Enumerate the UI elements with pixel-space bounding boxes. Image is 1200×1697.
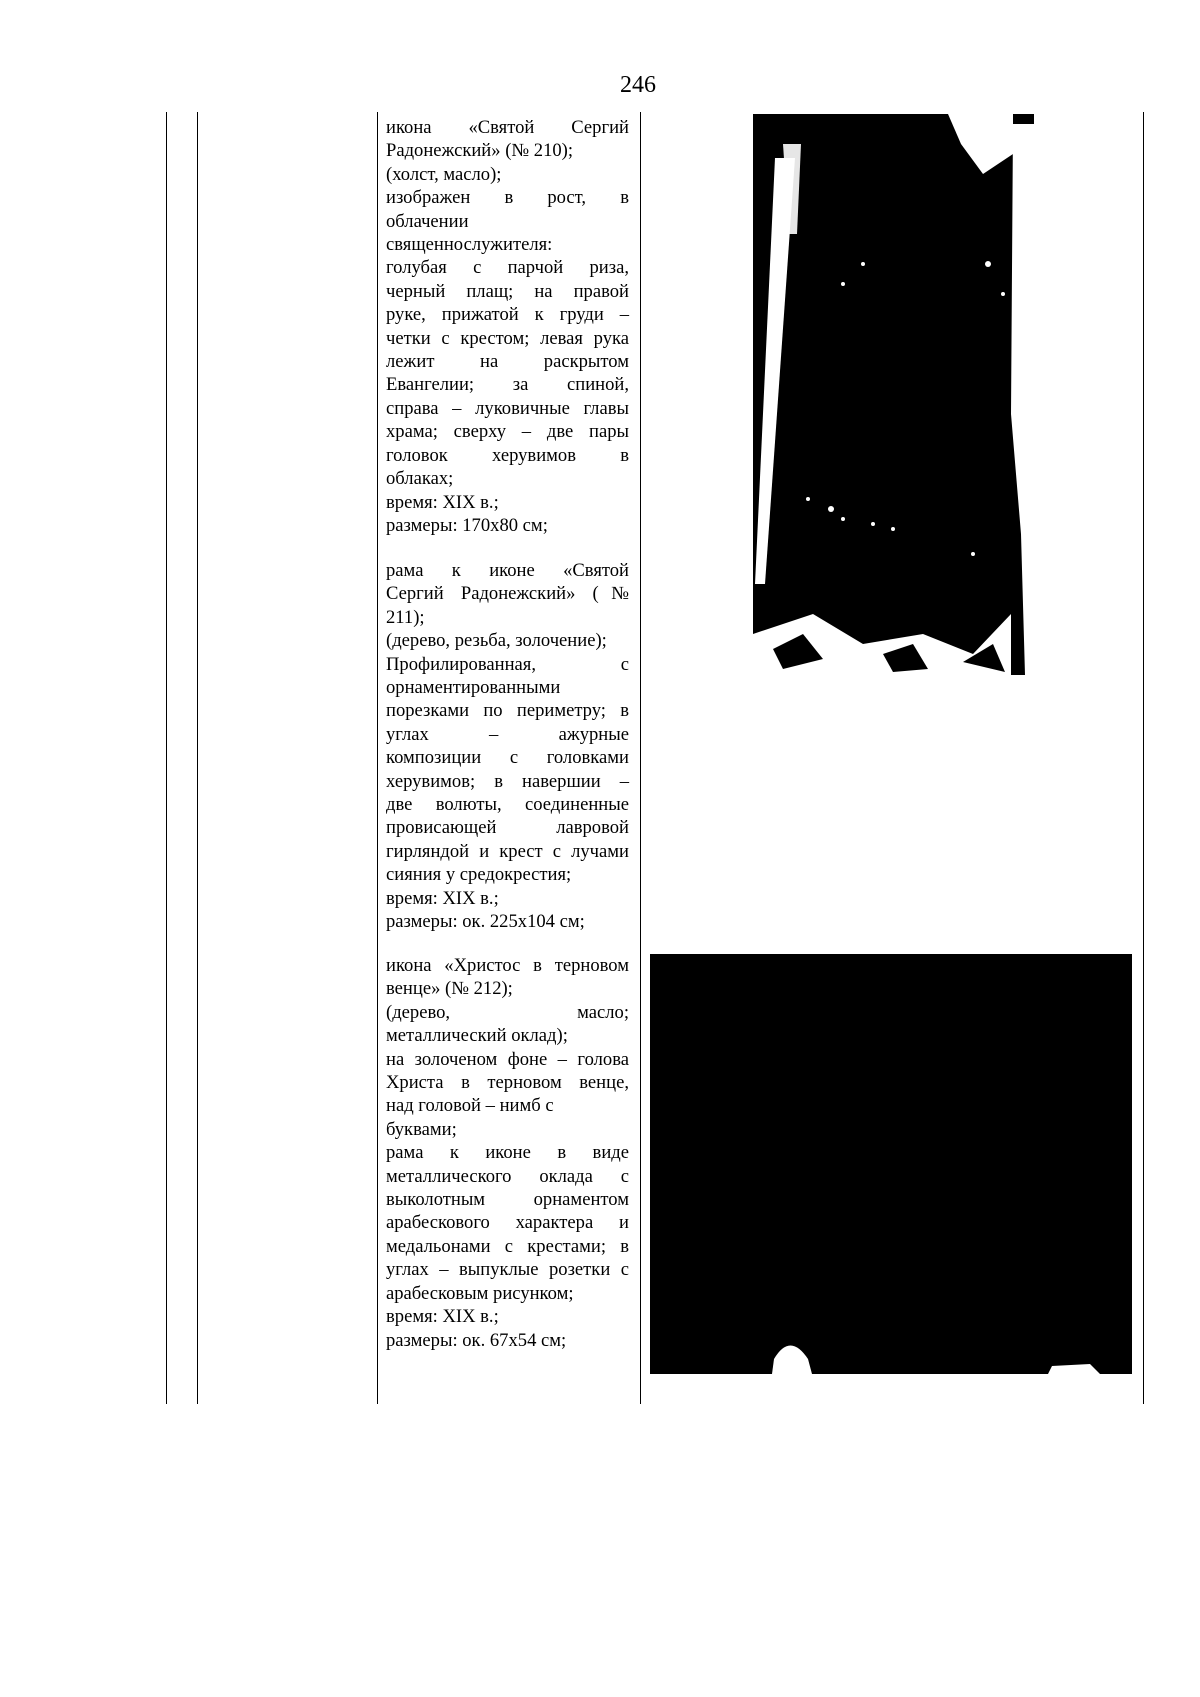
text-line: священнослужителя: (386, 234, 553, 256)
text-line: на золоченом фоне – голова (386, 1048, 629, 1070)
text-line: над головой – нимб с (386, 1095, 554, 1117)
text-line: металлический оклад); (386, 1025, 568, 1047)
text-line: четки с крестом; левая рука (386, 327, 629, 349)
text-line: черный плащ; на правой (386, 280, 629, 302)
text-line: Христа в терновом венце, (386, 1072, 629, 1094)
text-line: Евангелии; за спиной, (386, 374, 629, 396)
text-line: буквами; (386, 1118, 457, 1140)
text-line: Сергий Радонежский» (№ (386, 583, 629, 605)
text-line: две волюты, соединенные (386, 794, 629, 816)
text-line: выколотным орнаментом (386, 1189, 629, 1211)
text-line: размеры: 170х80 см; (386, 514, 548, 536)
text-line: сияния у средокрестия; (386, 864, 572, 886)
table-rule (166, 112, 167, 1404)
text-line: гирляндой и крест с лучами (386, 840, 629, 862)
text-line: венце» (№ 212); (386, 978, 513, 1000)
text-line: справа – луковичные главы (386, 397, 629, 419)
text-line: углах – выпуклые розетки с (386, 1259, 629, 1281)
christ-icon-photo (650, 954, 1132, 1374)
table-rule (1143, 112, 1144, 1404)
text-line: (дерево, масло; (386, 1001, 629, 1023)
icon-frame-photo (743, 114, 1034, 675)
text-line: арабесковым рисунком; (386, 1282, 574, 1304)
text-line: порезками по периметру; в (386, 700, 629, 722)
text-line: облаках; (386, 468, 454, 490)
text-line: храма; сверху – две пары (386, 421, 629, 443)
text-line: лежит на раскрытом (386, 351, 629, 373)
text-line: головок херувимов в (386, 444, 629, 466)
text-line: размеры: ок. 225х104 см; (386, 911, 585, 933)
object-description (386, 116, 629, 537)
text-line: Радонежский» (№ 210); (386, 140, 574, 162)
icon-frame-photo-graphic (743, 114, 1034, 675)
text-line: рама к иконе в виде (386, 1142, 629, 1164)
text-line: время: XIX в.; (386, 887, 499, 909)
text-line: (холст, масло); (386, 163, 502, 185)
table-rule (640, 112, 641, 1404)
text-line: изображен в рост, в (386, 187, 629, 209)
page-number: 246 (620, 72, 656, 98)
text-line: размеры: ок. 67х54 см; (386, 1329, 567, 1351)
text-line: (дерево, резьба, золочение); (386, 630, 607, 652)
text-line: металлического оклада с (386, 1165, 629, 1187)
text-line: икона «Святой Сергий (386, 117, 629, 138)
text-line: голубая с парчой риза, (386, 257, 629, 279)
text-line: Профилированная, с (386, 653, 629, 675)
text-line: облачении (386, 210, 469, 232)
table-rule (377, 112, 378, 1404)
text-line: херувимов; в навершии – (386, 770, 629, 792)
object-description (386, 559, 629, 934)
text-line: рама к иконе «Святой (386, 560, 629, 581)
christ-icon-photo-graphic (650, 954, 1132, 1374)
text-line: время: XIX в.; (386, 491, 499, 513)
text-line: композиции с головками (386, 747, 629, 769)
text-line: орнаментированными (386, 677, 561, 699)
text-line: икона «Христос в терновом (386, 955, 629, 976)
text-line: 211); (386, 606, 425, 628)
text-line: углах – ажурные (386, 723, 629, 745)
text-line: провисающей лавровой (386, 817, 629, 839)
text-line: арабескового характера и (386, 1212, 629, 1234)
object-description (386, 954, 629, 1352)
text-line: медальонами с крестами; в (386, 1235, 629, 1257)
text-line: время: XIX в.; (386, 1306, 499, 1328)
table-rule (197, 112, 198, 1404)
text-line: руке, прижатой к груди – (386, 304, 629, 326)
